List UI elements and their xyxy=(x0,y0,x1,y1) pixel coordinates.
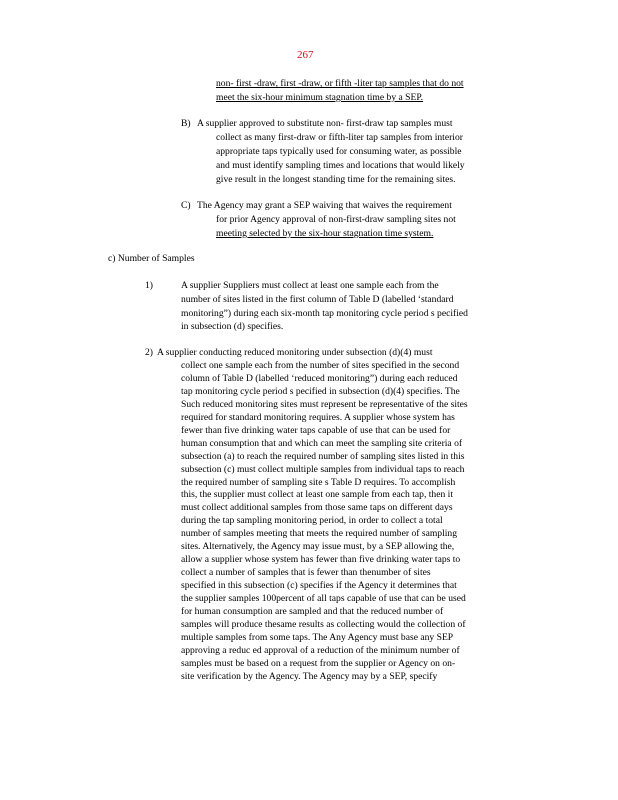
item-2-line: the required number of sampling site s Table D requires. To accomplish xyxy=(181,476,456,488)
item-2-line: required for standard monitoring requires. A supplier whose system has xyxy=(181,411,455,423)
item-2-line: column of Table D (labelled ‘reduced monitoring”) during each reduced xyxy=(181,372,458,384)
item-2-line: allow a supplier whose system has fewer than five drinking water taps to xyxy=(181,554,461,566)
para-c-line-1: The Agency may grant a SEP waiving that waives the requirement xyxy=(197,200,452,211)
para-b-line-4: and must identify sampling times and locations that would likely xyxy=(216,160,465,171)
item-2-label: 2) xyxy=(145,347,153,358)
item-1-line-3: monitoring”) during each six-month tap monitoring cycle period s pecified xyxy=(181,308,468,319)
item-2-line: during the tap sampling monitoring period, in order to collect a total xyxy=(181,515,443,527)
item-1-label: 1) xyxy=(145,280,153,291)
item-2-line: human consumption that and which can meet the sampling site criteria of xyxy=(181,437,463,449)
para-c-line-2: for prior Agency approval of non-first-draw sampling sites not xyxy=(216,214,456,225)
para-a-line-1: non- first -draw, first -draw, or fifth -liter tap samples that do not xyxy=(216,78,464,89)
para-b-line-5: give result in the longest standing time for the remaining sites. xyxy=(216,174,456,185)
item-2-line: collect a number of samples that is fewer than thenumber of sites xyxy=(181,567,431,579)
item-2-line: the supplier samples 100percent of all taps capable of use that can be used xyxy=(181,593,466,605)
item-2-line: number of samples meeting that meets the required number of sampling xyxy=(181,528,458,540)
item-2-line: multiple samples from some taps. The Any Agency must base any SEP xyxy=(181,631,454,643)
item-2-line: A supplier conducting reduced monitoring under subsection (d)(4) must xyxy=(157,347,433,358)
item-2-line: samples will produce thesame results as collecting would the collection of xyxy=(181,618,466,630)
item-2-line: site verification by the Agency. The Agency may by a SEP, specify xyxy=(181,670,438,682)
item-2-line: collect one sample each from the number of sites specified in the second xyxy=(181,359,460,371)
section-c-heading: c) Number of Samples xyxy=(108,253,195,264)
para-b-line-3: appropriate taps typically used for consuming water, as possible xyxy=(216,146,462,157)
item-2-line: subsection (c) must collect multiple samples from individual taps to reach xyxy=(181,463,465,475)
para-b-label: B) xyxy=(181,118,191,129)
item-2-line: this, the supplier must collect at least one sample from each tap, then it xyxy=(181,489,454,501)
para-c-line-3: meeting selected by the six-hour stagnation time system. xyxy=(216,228,434,239)
item-1-line-1: A supplier Suppliers must collect at least one sample each from the xyxy=(181,280,439,291)
item-2-line: Such reduced monitoring sites must represent be representative of the sites xyxy=(181,398,468,410)
item-2-line: specified in this subsection (c) specifies if the Agency it determines that xyxy=(181,580,457,592)
item-2-line: subsection (a) to reach the required number of sampling sites listed in this xyxy=(181,450,465,462)
item-2-line: samples must be based on a request from the supplier or Agency on on- xyxy=(181,657,456,669)
para-b-line-2: collect as many first-draw or fifth-liter tap samples from interior xyxy=(216,132,463,143)
para-a-line-2: meet the six-hour minimum stagnation time by a SEP. xyxy=(216,92,424,103)
para-c-label: C) xyxy=(181,200,191,211)
item-2-line: approving a reduc ed approval of a reduction of the minimum number of xyxy=(181,644,460,656)
item-2-line: tap monitoring cycle period s pecified in subsection (d)(4) specifies. The xyxy=(181,385,460,397)
page-number: 267 xyxy=(297,49,314,61)
item-2-line: for human consumption are sampled and that the reduced number of xyxy=(181,606,444,617)
item-2-line: fewer than five drinking water taps capable of use that can be used for xyxy=(181,424,451,436)
item-1-line-2: number of sites listed in the first column of Table D (labelled ‘standard xyxy=(181,294,454,305)
para-b-line-1: A supplier approved to substitute non- first-draw tap samples must xyxy=(197,118,453,129)
item-1-line-4: in subsection (d) specifies. xyxy=(181,321,284,332)
item-2-line: must collect additional samples from those same taps on different days xyxy=(181,502,453,514)
item-2-line: sites. Alternatively, the Agency may issue must, by a SEP allowing the, xyxy=(181,541,455,553)
